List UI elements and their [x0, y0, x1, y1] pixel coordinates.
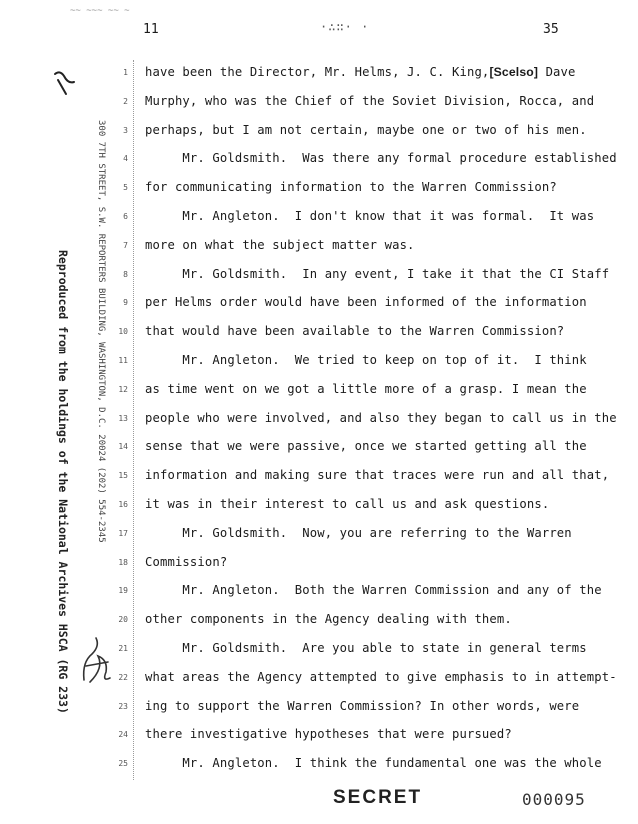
transcript-line: that would have been available to the Warren Commission?: [145, 324, 565, 338]
line-number: 13: [118, 414, 128, 423]
transcript-line-tail: Dave: [545, 65, 576, 79]
line-number: 9: [123, 298, 128, 307]
transcript-line: [145, 64, 576, 80]
line-number: 24: [118, 730, 128, 739]
transcript-line: Mr. Angleton. I think the fundamental one was the whole: [145, 756, 602, 770]
transcript-line: Murphy, who was the Chief of the Soviet Division, Rocca, and: [145, 94, 595, 108]
handwritten-bracket-insert: [Scelso]: [489, 65, 539, 79]
line-number: 1: [123, 68, 128, 77]
transcript-line: sense that we were passive, once we started getting all the: [145, 439, 587, 453]
line-number: 6: [123, 212, 128, 221]
line-number: 17: [118, 529, 128, 538]
transcript-line: as time went on we got a little more of a grasp. I mean the: [145, 382, 587, 396]
line-number: 12: [118, 385, 128, 394]
line-number: 4: [123, 154, 128, 163]
line-number: 14: [118, 442, 128, 451]
transcript-line: Commission?: [145, 555, 228, 569]
line-number: 5: [123, 183, 128, 192]
margin-rule: [133, 60, 134, 780]
line-number: 21: [118, 644, 128, 653]
page-header-smudge: ·∴∷· ·: [320, 20, 370, 34]
line-number: 10: [118, 327, 128, 336]
transcript-line: Mr. Goldsmith. Are you able to state in general terms: [145, 641, 587, 655]
line-number: 20: [118, 615, 128, 624]
line-number: 11: [118, 356, 128, 365]
line-number: 7: [123, 241, 128, 250]
top-faint-marking: ~~ ~~~ ~~ ~: [70, 6, 130, 16]
line-number: 16: [118, 500, 128, 509]
transcript-line: what areas the Agency attempted to give emphasis to in attempt-: [145, 670, 617, 684]
page-header-right-number: 35: [543, 22, 559, 37]
transcript-line: people who were involved, and also they began to call us in the: [145, 411, 617, 425]
document-page-id: 000095: [522, 790, 586, 809]
transcript-line: Mr. Goldsmith. Was there any formal procedure established: [145, 151, 617, 165]
transcript-line: other components in the Agency dealing with them.: [145, 612, 512, 626]
transcript-line: Mr. Angleton. I don't know that it was formal. It was: [145, 209, 595, 223]
transcript-line: information and making sure that traces were run and all that,: [145, 468, 610, 482]
line-number: 22: [118, 673, 128, 682]
page-header-left-number: 11: [143, 22, 159, 37]
handwritten-check-mark: [52, 68, 78, 100]
handwritten-signature: [78, 632, 114, 686]
transcript-line: it was in their interest to call us and ask questions.: [145, 497, 550, 511]
transcript-line: there investigative hypotheses that were pursued?: [145, 727, 512, 741]
line-number: 19: [118, 586, 128, 595]
transcript-line: for communicating information to the Warren Commission?: [145, 180, 557, 194]
transcript-line: ing to support the Warren Commission? In other words, were: [145, 699, 580, 713]
transcript-line: Mr. Angleton. We tried to keep on top of it. I think: [145, 353, 587, 367]
transcript-line: Mr. Angleton. Both the Warren Commission and any of the: [145, 583, 602, 597]
archive-reproduction-note: Reproduced from the holdings of the National Archives HSCA (RG 233): [56, 250, 70, 714]
transcript-line: perhaps, but I am not certain, maybe one or two of his men.: [145, 123, 587, 137]
line-number: 3: [123, 126, 128, 135]
line-number: 2: [123, 97, 128, 106]
transcript-line: per Helms order would have been informed of the information: [145, 295, 587, 309]
reporter-address: 300 7TH STREET, S.W. REPORTERS BUILDING, WASHINGTON, D.C. 20024 (202) 554-2345: [96, 120, 106, 543]
line-number: 23: [118, 702, 128, 711]
line-number: 25: [118, 759, 128, 768]
line-number: 8: [123, 270, 128, 279]
transcript-line: Mr. Goldsmith. Now, you are referring to the Warren: [145, 526, 572, 540]
classification-stamp: SECRET: [333, 787, 423, 808]
line-number-column: [110, 60, 130, 780]
transcript-line-text: have been the Director, Mr. Helms, J. C. King,: [145, 65, 490, 79]
line-number: 18: [118, 558, 128, 567]
transcript-line: more on what the subject matter was.: [145, 238, 415, 252]
transcript-line: Mr. Goldsmith. In any event, I take it that the CI Staff: [145, 267, 610, 281]
line-number: 15: [118, 471, 128, 480]
